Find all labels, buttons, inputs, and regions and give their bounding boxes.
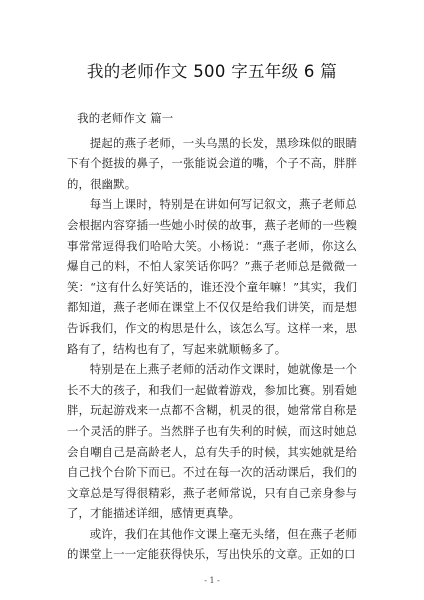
document-title: 我的老师作文 500 字五年级 6 篇	[86, 62, 338, 81]
page-number: - 1 -	[204, 576, 220, 585]
paragraph-4: 或许，我们在其他作文课上毫无头绪，但在燕子老师的课堂上一一定能获得快乐，写出快乐的文章。正如的口	[67, 526, 357, 562]
paragraph-1: 提起的燕子老师，一头乌黑的长发，黑珍珠似的眼睛下有个挺拔的鼻子，一张能说会道的嘴，个子不高，胖胖的，很幽默。	[67, 135, 357, 191]
section-heading: 我的老师作文 篇一	[77, 111, 174, 125]
paragraph-3: 特别是在上燕子老师的活动作文课时，她就像是一个长不大的孩子，和我们一起做着游戏，参加比赛。别看她胖，玩起游戏来一点都不含糊，机灵的很，她常常自称是一个灵活的胖子。当然胖子也有失利的时候，而这时她总会自嘲自己是高龄老人，总有失手的时候，其实她就是给自己找个台阶下而已。不过在每一次的活动课后，我们的文章总是写得很精彩，燕子老师常说，只有自己亲身参与了，才能描述详细，感情更真挚。	[67, 362, 357, 521]
document-body	[67, 108, 357, 565]
paragraph-2: 每当上课时，特别是在讲如何写记叙文，燕子老师总会根据内容穿插一些她小时侯的故事，燕子老师的一些糗事常常逗得我们哈哈大笑。小杨说：“燕子老师，你这么爆自己的料，不怕人家笑话你吗？”燕子老师总是微微一笑：“这有什么好笑话的，谁还没个童年嘛！”其实，我们都知道，燕子老师在课堂上不仅仅是给我们讲笑，而是想告诉我们，作文的构思是什么，该怎么写。这样一来，思路有了，结构也有了，写起来就顺畅多了。	[67, 197, 357, 356]
